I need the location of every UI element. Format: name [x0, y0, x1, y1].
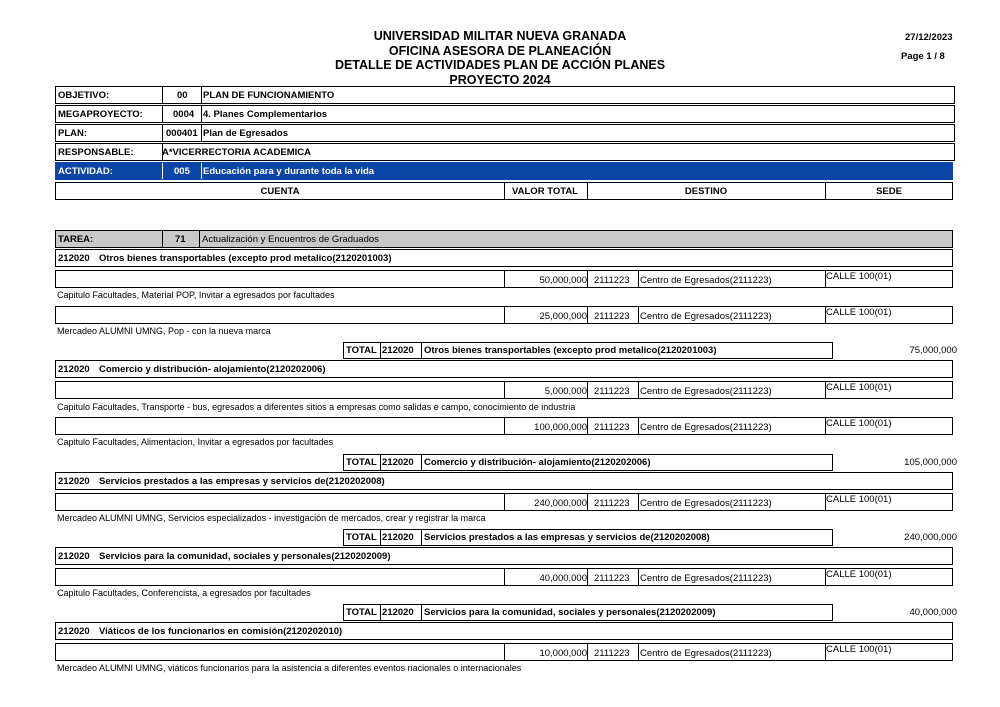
account-row [55, 472, 953, 490]
line-dest-code: 2111223 [594, 498, 630, 509]
account-row [55, 249, 953, 267]
line-centro: Centro de Egresados(2111223) [640, 422, 772, 433]
line-note: Mercadeo ALUMNI UMNG, Servicios especializados - investigación de mercados, crear y registrar la marca [57, 513, 486, 523]
info-label: MEGAPROYECTO: [58, 109, 143, 120]
line-note: Capitulo Facultades, Material POP, Invitar a egresados por facultades [57, 290, 335, 300]
account-code: 212020 [58, 476, 90, 487]
account-row [55, 547, 953, 565]
total-name: Comercio y distribución- alojamiento(2120202006) [424, 457, 651, 468]
budget-line [55, 568, 953, 586]
total-code: 212020 [382, 607, 414, 618]
col-sede: SEDE [876, 186, 902, 197]
account-name: Servicios para la comunidad, sociales y personales(2120202009) [99, 551, 391, 562]
info-code: 00 [177, 90, 188, 101]
info-value: PLAN DE FUNCIONAMIENTO [203, 90, 335, 101]
page-number: Page 1 / 8 [901, 51, 945, 62]
info-row-plan [55, 124, 955, 142]
column-headers [55, 182, 953, 200]
title-line-3: DETALLE DE ACTIVIDADES PLAN DE ACCIÓN PLANES [334, 58, 666, 72]
total-row [343, 454, 833, 471]
info-code: 000401 [166, 128, 198, 139]
total-code: 212020 [382, 345, 414, 356]
info-label: RESPONSABLE: [58, 147, 134, 158]
info-code: 005 [174, 166, 190, 177]
account-code: 212020 [58, 551, 90, 562]
total-name: Servicios prestados a las empresas y servicios de(2120202008) [424, 532, 710, 543]
line-centro: Centro de Egresados(2111223) [640, 573, 772, 584]
line-centro: Centro de Egresados(2111223) [640, 498, 772, 509]
total-amount: 240,000,000 [904, 532, 957, 543]
total-amount: 75,000,000 [909, 345, 957, 356]
line-value: 40,000,000 [539, 573, 587, 584]
total-code: 212020 [382, 457, 414, 468]
account-code: 212020 [58, 626, 90, 637]
budget-line [55, 643, 953, 661]
tarea-code: 71 [175, 234, 186, 245]
total-label: TOTAL [346, 457, 377, 468]
account-code: 212020 [58, 253, 90, 264]
line-value: 50,000,000 [539, 275, 587, 286]
total-row [343, 342, 833, 359]
budget-line [55, 381, 953, 399]
total-label: TOTAL [346, 345, 377, 356]
line-value: 25,000,000 [539, 311, 587, 322]
line-dest-code: 2111223 [594, 311, 630, 322]
total-code: 212020 [382, 532, 414, 543]
info-value: 4. Planes Complementarios [203, 109, 328, 120]
line-value: 240,000,000 [534, 498, 587, 509]
total-label: TOTAL [346, 607, 377, 618]
info-row-responsable [55, 143, 955, 161]
line-sede: CALLE 100(01) [826, 569, 892, 580]
info-row-actividad [55, 162, 953, 180]
line-value: 10,000,000 [539, 648, 587, 659]
info-value: Educación para y durante toda la vida [203, 166, 375, 177]
line-sede: CALLE 100(01) [826, 271, 892, 282]
line-value: 5,000,000 [544, 386, 587, 397]
title-line-4: PROYECTO 2024 [449, 72, 551, 87]
line-centro: Centro de Egresados(2111223) [640, 386, 772, 397]
col-destino: DESTINO [684, 186, 728, 197]
line-centro: Centro de Egresados(2111223) [640, 648, 772, 659]
line-sede: CALLE 100(01) [826, 644, 892, 655]
info-code: A*VICERRECTORIA ACADEMICA [162, 147, 312, 158]
info-label: PLAN: [58, 128, 88, 139]
budget-line [55, 306, 953, 324]
budget-line [55, 417, 953, 435]
account-name: Comercio y distribución- alojamiento(2120202006) [99, 364, 326, 375]
account-name: Viáticos de los funcionarios en comisión(2120202010) [99, 626, 343, 637]
line-note: Capitulo Facultades, Transporte - bus, egresados a diferentes sitios a empresas como salidas e campo, conocimiento de industria [57, 402, 576, 412]
line-note: Mercadeo ALUMNI UMNG, Pop - con la nueva marca [57, 326, 271, 336]
title-line-2: OFICINA ASESORA DE PLANEACIÓN [388, 43, 612, 58]
info-label: ACTIVIDAD: [58, 166, 113, 177]
account-row [55, 622, 953, 640]
account-name: Servicios prestados a las empresas y servicios de(2120202008) [99, 476, 385, 487]
line-dest-code: 2111223 [594, 386, 630, 397]
total-name: Otros bienes transportables (excepto prod metalico(2120201003) [424, 345, 717, 356]
line-centro: Centro de Egresados(2111223) [640, 275, 772, 286]
total-label: TOTAL [346, 532, 377, 543]
line-dest-code: 2111223 [594, 422, 630, 433]
info-row-objetivo [55, 86, 955, 104]
report-date: 27/12/2023 [905, 32, 953, 43]
line-centro: Centro de Egresados(2111223) [640, 311, 772, 322]
tarea-name: Actualización y Encuentros de Graduados [202, 234, 379, 245]
budget-line [55, 270, 953, 288]
total-row [343, 604, 833, 621]
tarea-row [55, 230, 953, 248]
total-amount: 105,000,000 [904, 457, 957, 468]
info-code: 0004 [173, 109, 195, 120]
line-note: Capitulo Facultades, Alimentacion, Invitar a egresados por facultades [57, 437, 334, 447]
info-row-megaproyecto [55, 105, 955, 123]
tarea-label: TAREA: [58, 234, 94, 245]
report-title [250, 29, 750, 87]
line-note: Capitulo Facultades, Conferencista, a egresados por facultades [57, 588, 311, 598]
account-code: 212020 [58, 364, 90, 375]
line-note: Mercadeo ALUMNI UMNG, viáticos funcionarios para la asistencia a diferentes eventos nacionales o internacionales [57, 663, 522, 673]
title-line-1: UNIVERSIDAD MILITAR NUEVA GRANADA [373, 29, 627, 43]
line-sede: CALLE 100(01) [826, 494, 892, 505]
budget-line [55, 493, 953, 511]
line-dest-code: 2111223 [594, 573, 630, 584]
line-value: 100,000,000 [534, 422, 587, 433]
total-name: Servicios para la comunidad, sociales y personales(2120202009) [424, 607, 716, 618]
line-sede: CALLE 100(01) [826, 418, 892, 429]
line-sede: CALLE 100(01) [826, 382, 892, 393]
account-name: Otros bienes transportables (excepto prod metalico(2120201003) [99, 253, 392, 264]
line-dest-code: 2111223 [594, 648, 630, 659]
info-label: OBJETIVO: [58, 90, 110, 101]
line-dest-code: 2111223 [594, 275, 630, 286]
info-value: Plan de Egresados [203, 128, 289, 139]
col-valor: VALOR TOTAL [512, 186, 578, 197]
line-sede: CALLE 100(01) [826, 307, 892, 318]
total-amount: 40,000,000 [909, 607, 957, 618]
total-row [343, 529, 833, 546]
account-row [55, 360, 953, 378]
col-cuenta: CUENTA [260, 186, 300, 197]
